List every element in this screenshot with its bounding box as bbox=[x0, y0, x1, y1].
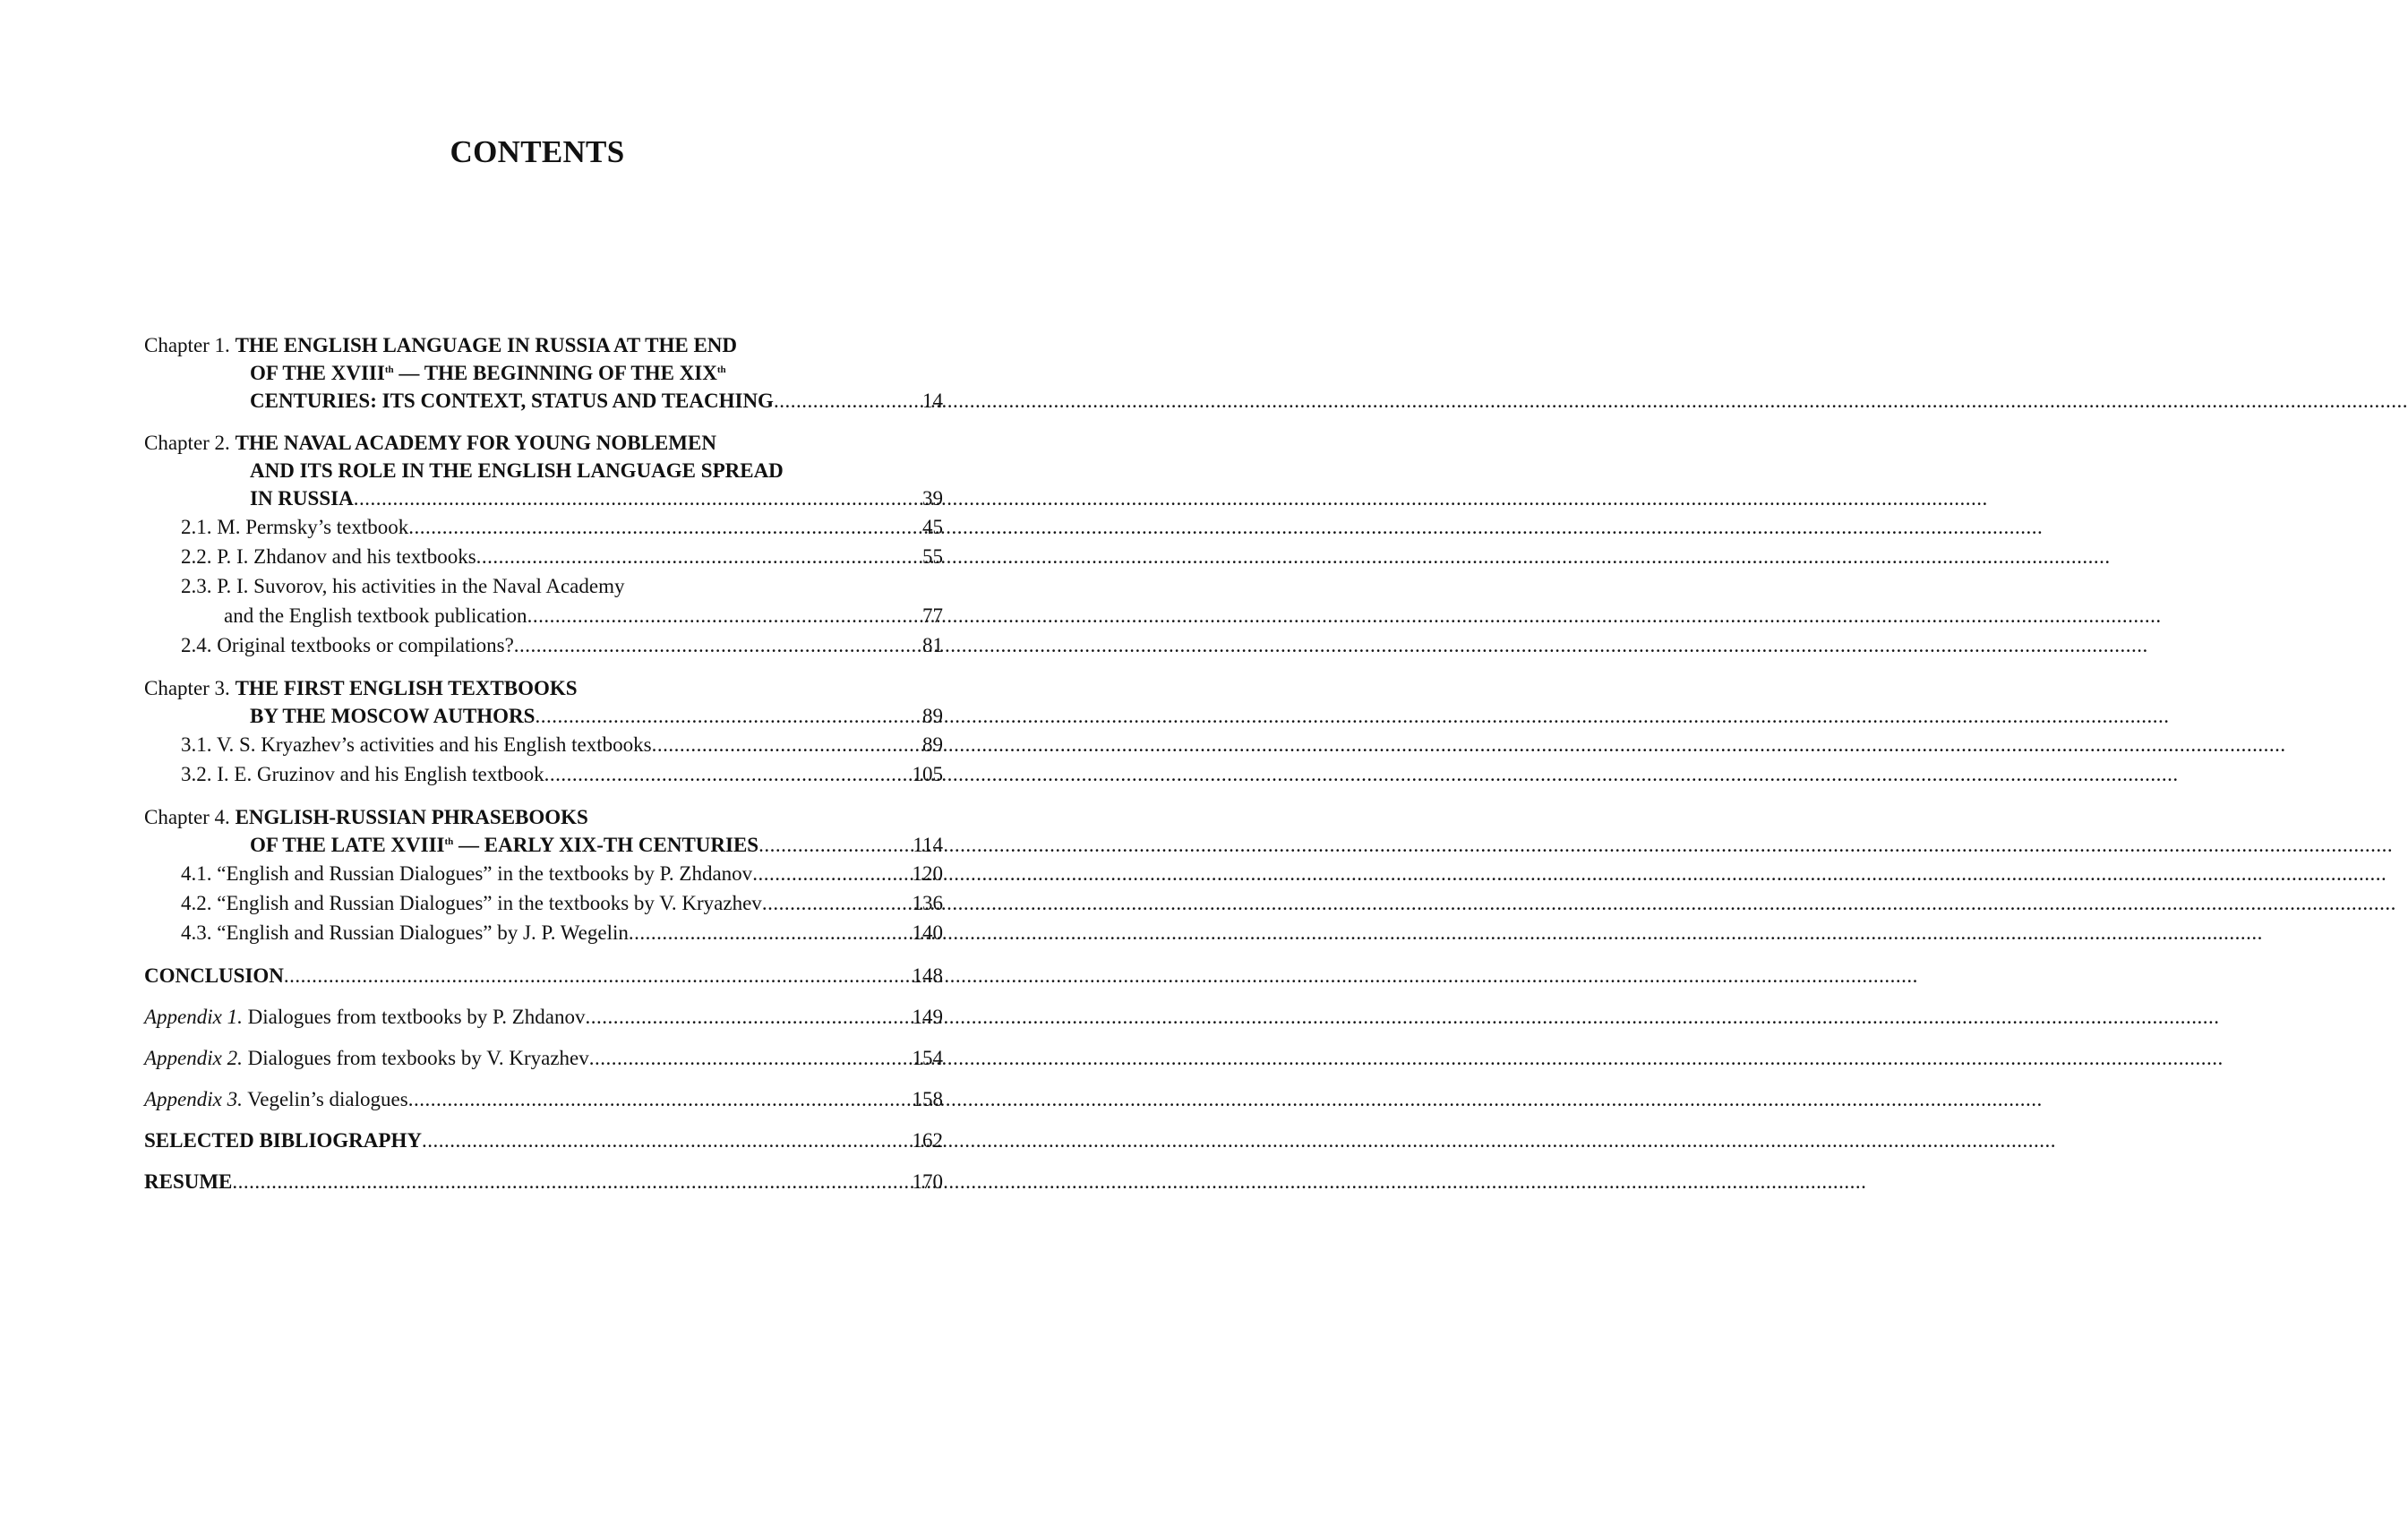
toc-chapter-3 bbox=[144, 674, 943, 789]
section-title: 4.3. “English and Russian Dialogues” by J. P. Wegelin bbox=[181, 921, 629, 944]
chapter-title-line: BY THE MOSCOW AUTHORS bbox=[250, 705, 536, 727]
toc-chapter-4 bbox=[144, 803, 943, 947]
toc-appendix-1[interactable] bbox=[144, 1003, 943, 1031]
page-number: 105 bbox=[912, 763, 943, 785]
toc-conclusion[interactable] bbox=[144, 962, 943, 990]
section-title: 2.4. Original textbooks or compilations? bbox=[181, 634, 514, 656]
toc-section[interactable] bbox=[144, 542, 943, 571]
dot-leader bbox=[354, 484, 921, 512]
page-number: 154 bbox=[912, 1047, 943, 1069]
section-title: 2.2. P. I. Zhdanov and his textbooks bbox=[181, 545, 476, 568]
section-title: 4.1. “English and Russian Dialogues” in the textbooks by P. Zhdanov bbox=[181, 862, 753, 885]
section-title: 3.1. V. S. Kryazhev’s activities and his English textbooks bbox=[181, 733, 652, 756]
page-number: 39 bbox=[922, 487, 943, 510]
entry-title: RESUME bbox=[144, 1170, 233, 1193]
toc-section[interactable] bbox=[144, 888, 943, 918]
dot-leader bbox=[762, 888, 911, 918]
entry-title: Appendix 1. Dialogues from textbooks by P. Zhdanov bbox=[144, 1006, 586, 1028]
toc-section-continued[interactable] bbox=[144, 601, 943, 630]
page-number: 149 bbox=[912, 1006, 943, 1028]
chapter-title-line: THE NAVAL ACADEMY FOR YOUNG NOBLEMEN bbox=[235, 432, 716, 454]
dot-leader bbox=[652, 730, 921, 759]
page-number: 77 bbox=[922, 604, 943, 627]
page-number: 55 bbox=[922, 545, 943, 568]
page-number: 170 bbox=[912, 1170, 943, 1193]
toc-section[interactable] bbox=[144, 859, 943, 888]
section-title: 3.2. I. E. Gruzinov and his English textbook bbox=[181, 763, 544, 785]
toc-section[interactable] bbox=[144, 730, 943, 759]
toc-section[interactable] bbox=[144, 512, 943, 542]
toc-chapter-1 bbox=[144, 331, 943, 415]
dot-leader bbox=[284, 962, 911, 990]
chapter-title-line: ENGLISH-RUSSIAN PHRASEBOOKS bbox=[235, 806, 588, 828]
page-number: 14 bbox=[922, 390, 943, 412]
chapter-label: Chapter 4. bbox=[144, 806, 230, 828]
page-number: 120 bbox=[912, 862, 943, 885]
chapter-title-line: AND ITS ROLE IN THE ENGLISH LANGUAGE SPREAD bbox=[250, 459, 784, 482]
table-of-contents bbox=[144, 331, 943, 1195]
dot-leader bbox=[544, 759, 911, 789]
chapter-title-line: THE ENGLISH LANGUAGE IN RUSSIA AT THE END bbox=[235, 334, 738, 356]
chapter-title-line: OF THE LATE XVIIIth — EARLY XIX-TH CENTURIES bbox=[250, 834, 759, 856]
chapter-label: Chapter 3. bbox=[144, 677, 230, 699]
page-number: 140 bbox=[912, 921, 943, 944]
dot-leader bbox=[535, 702, 921, 730]
section-title: 4.2. “English and Russian Dialogues” in the textbooks by V. Kryazhev bbox=[181, 892, 762, 914]
entry-title: Appendix 2. Dialogues from texbooks by V. Kryazhev bbox=[144, 1047, 589, 1069]
toc-section[interactable] bbox=[144, 630, 943, 660]
dot-leader bbox=[586, 1003, 911, 1031]
page-number: 148 bbox=[912, 964, 943, 987]
chapter-title-line: CENTURIES: ITS CONTEXT, STATUS AND TEACHING bbox=[250, 390, 774, 412]
toc-section[interactable] bbox=[144, 918, 943, 947]
toc-chapter-2 bbox=[144, 429, 943, 660]
toc-section[interactable] bbox=[144, 759, 943, 789]
dot-leader bbox=[514, 630, 921, 660]
dot-leader bbox=[422, 1127, 911, 1154]
toc-appendix-3[interactable] bbox=[144, 1085, 943, 1113]
dot-leader bbox=[629, 918, 911, 947]
dot-leader bbox=[476, 542, 921, 571]
page-number: 162 bbox=[912, 1129, 943, 1152]
toc-section[interactable] bbox=[144, 571, 943, 601]
dot-leader bbox=[232, 1168, 910, 1195]
toc-resume[interactable] bbox=[144, 1168, 943, 1195]
page-number: 136 bbox=[912, 892, 943, 914]
toc-link-chapter-4[interactable] bbox=[144, 831, 943, 859]
page-number: 114 bbox=[913, 834, 943, 856]
section-title: and the English textbook publication bbox=[224, 604, 527, 627]
page-number: 45 bbox=[922, 516, 943, 538]
page-number: 89 bbox=[922, 733, 943, 756]
dot-leader bbox=[589, 1044, 911, 1072]
chapter-title-line: OF THE XVIIIth — THE BEGINNING OF THE XIXth bbox=[250, 362, 726, 384]
page-number: 89 bbox=[922, 705, 943, 727]
page-title: CONTENTS bbox=[450, 134, 625, 169]
page-number: 81 bbox=[922, 634, 943, 656]
dot-leader bbox=[408, 1085, 911, 1113]
entry-title: SELECTED BIBLIOGRAPHY bbox=[144, 1129, 422, 1152]
toc-appendix-2[interactable] bbox=[144, 1044, 943, 1072]
chapter-label: Chapter 1. bbox=[144, 334, 230, 356]
chapter-label: Chapter 2. bbox=[144, 432, 230, 454]
dot-leader bbox=[774, 387, 921, 415]
section-title: 2.3. P. I. Suvorov, his activities in the Naval Academy bbox=[181, 575, 625, 597]
dot-leader bbox=[408, 512, 921, 542]
page-number: 158 bbox=[912, 1088, 943, 1110]
dot-leader bbox=[527, 601, 921, 630]
entry-title: Appendix 3. Vegelin’s dialogues bbox=[144, 1088, 408, 1110]
section-title: 2.1. M. Permsky’s textbook bbox=[181, 516, 409, 538]
dot-leader bbox=[758, 831, 911, 859]
toc-link-chapter-2[interactable] bbox=[144, 484, 943, 512]
toc-link-chapter-1[interactable] bbox=[144, 387, 943, 415]
chapter-title-line: THE FIRST ENGLISH TEXTBOOKS bbox=[235, 677, 578, 699]
toc-link-chapter-3[interactable] bbox=[144, 702, 943, 730]
chapter-title-line: IN RUSSIA bbox=[250, 487, 354, 510]
dot-leader bbox=[752, 859, 910, 888]
entry-title: CONCLUSION bbox=[144, 964, 284, 987]
toc-bibliography[interactable] bbox=[144, 1127, 943, 1154]
